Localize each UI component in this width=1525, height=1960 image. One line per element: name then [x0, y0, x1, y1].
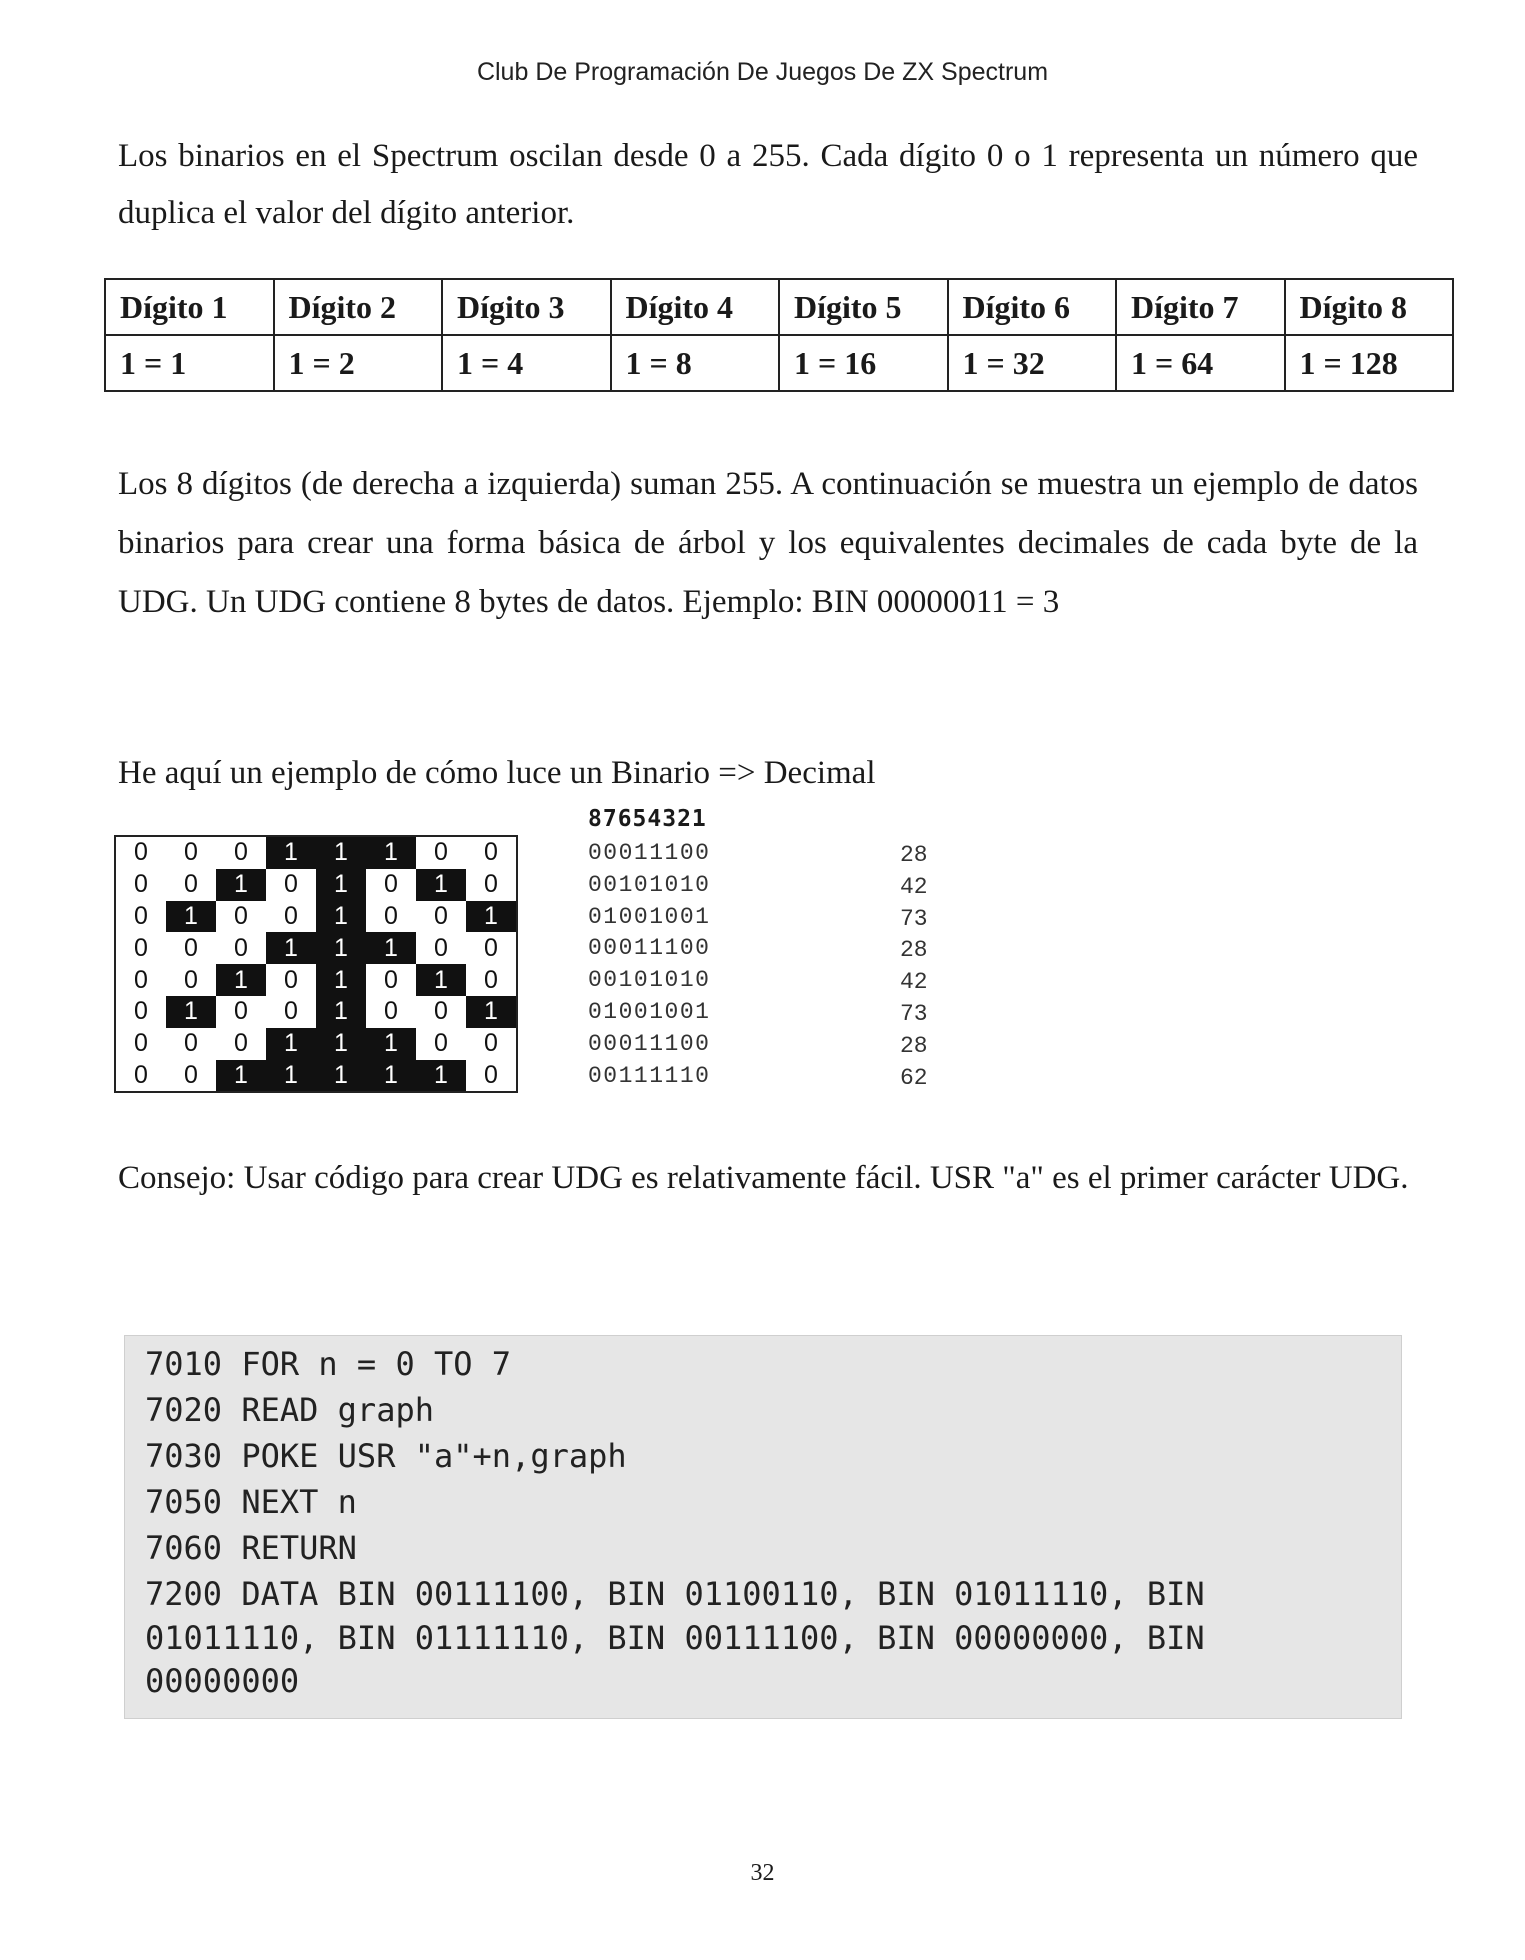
udg-pixel-off: 0	[116, 901, 166, 933]
udg-pixel-off: 0	[166, 964, 216, 996]
digit-table-header-row	[105, 279, 1453, 335]
digit-header-cell: Dígito 4	[611, 279, 780, 335]
decimal-value: 73	[900, 905, 928, 932]
udg-pixel-grid	[114, 835, 518, 1093]
digit-header-cell: Dígito 2	[274, 279, 443, 335]
udg-pixel-off: 0	[366, 964, 416, 996]
decimal-value: 42	[900, 969, 928, 996]
udg-pixel-on: 1	[466, 901, 516, 933]
decimal-value: 28	[900, 1032, 928, 1059]
digit-value-cell: 1 = 4	[442, 335, 611, 391]
binary-value: 01001001	[588, 903, 711, 930]
udg-pixel-on: 1	[216, 1060, 266, 1092]
tip-paragraph: Consejo: Usar código para crear UDG es relativamente fácil. USR "a" es el primer carácter UDG.	[118, 1160, 1409, 1196]
udg-pixel-on: 1	[366, 1060, 416, 1092]
udg-pixel-on: 1	[316, 964, 366, 996]
udg-pixel-off: 0	[466, 932, 516, 964]
code-line: 00000000	[145, 1662, 300, 1700]
udg-pixel-on: 1	[416, 869, 466, 901]
udg-pixel-off: 0	[166, 1028, 216, 1060]
udg-pixel-on: 1	[416, 1060, 466, 1092]
decimal-value: 28	[900, 842, 928, 868]
udg-pixel-off: 0	[116, 932, 166, 964]
decimal-value: 73	[900, 1000, 928, 1027]
digit-header-cell: Dígito 5	[779, 279, 948, 335]
binary-value: 00101010	[588, 967, 711, 994]
udg-pixel-off: 0	[366, 869, 416, 901]
udg-pixel-off: 0	[266, 964, 316, 996]
udg-pixel-off: 0	[416, 932, 466, 964]
udg-pixel-on: 1	[316, 837, 366, 869]
digit-value-table	[104, 278, 1454, 392]
intro-paragraph: Los binarios en el Spectrum oscilan desde 0 a 255. Cada dígito 0 o 1 representa un número que duplica el valor del dígito anterior.	[118, 138, 1418, 231]
code-line: 7200 DATA BIN 00111100, BIN 01100110, BIN 01011110, BIN	[145, 1575, 1205, 1613]
digit-value-cell: 1 = 8	[611, 335, 780, 391]
digit-value-cell: 1 = 16	[779, 335, 948, 391]
binary-value: 00011100	[588, 935, 711, 962]
binary-value: 01001001	[588, 998, 711, 1025]
udg-pixel-off: 0	[166, 869, 216, 901]
udg-pixel-on: 1	[266, 932, 316, 964]
udg-pixel-off: 0	[416, 996, 466, 1028]
udg-pixel-off: 0	[116, 1028, 166, 1060]
udg-pixel-off: 0	[466, 869, 516, 901]
digit-header-cell: Dígito 6	[948, 279, 1117, 335]
decimal-value: 28	[900, 937, 928, 964]
udg-pixel-on: 1	[316, 1028, 366, 1060]
udg-pixel-off: 0	[416, 1028, 466, 1060]
udg-pixel-on: 1	[266, 837, 316, 869]
decimal-values-list	[900, 840, 928, 1094]
udg-pixel-on: 1	[316, 1060, 366, 1092]
decimal-value: 62	[900, 1064, 928, 1091]
bit-position-header: 87654321	[588, 806, 707, 832]
digit-value-cell: 1 = 128	[1285, 335, 1454, 391]
udg-pixel-off: 0	[166, 1060, 216, 1092]
udg-pixel-on: 1	[266, 1028, 316, 1060]
binary-value: 00101010	[588, 871, 711, 898]
udg-pixel-on: 1	[366, 1028, 416, 1060]
code-line: 7030 POKE USR "a"+n,graph	[145, 1437, 627, 1475]
binary-value: 00111110	[588, 1062, 711, 1089]
udg-pixel-off: 0	[266, 996, 316, 1028]
udg-pixel-on: 1	[466, 996, 516, 1028]
running-header: Club De Programación De Juegos De ZX Spectrum	[476, 58, 1049, 86]
udg-pixel-off: 0	[116, 996, 166, 1028]
example-intro-paragraph: He aquí un ejemplo de cómo luce un Binario => Decimal	[118, 755, 876, 791]
udg-pixel-off: 0	[466, 1028, 516, 1060]
udg-pixel-off: 0	[416, 837, 466, 869]
udg-pixel-off: 0	[466, 837, 516, 869]
udg-pixel-off: 0	[116, 869, 166, 901]
udg-pixel-on: 1	[366, 837, 416, 869]
udg-pixel-off: 0	[216, 996, 266, 1028]
udg-pixel-on: 1	[216, 964, 266, 996]
binary-value: 00011100	[588, 1030, 711, 1057]
udg-pixel-on: 1	[366, 932, 416, 964]
udg-pixel-on: 1	[166, 901, 216, 933]
udg-pixel-off: 0	[266, 901, 316, 933]
udg-pixel-on: 1	[216, 869, 266, 901]
digit-value-cell: 1 = 64	[1116, 335, 1285, 391]
udg-pixel-on: 1	[316, 932, 366, 964]
digit-value-cell: 1 = 32	[948, 335, 1117, 391]
udg-pixel-off: 0	[416, 901, 466, 933]
code-line: 7020 READ graph	[145, 1391, 434, 1429]
udg-pixel-on: 1	[316, 901, 366, 933]
code-line: 01011110, BIN 01111110, BIN 00111100, BIN 00000000, BIN	[145, 1619, 1205, 1657]
udg-pixel-off: 0	[366, 901, 416, 933]
udg-pixel-off: 0	[216, 1028, 266, 1060]
udg-pixel-on: 1	[316, 869, 366, 901]
udg-pixel-off: 0	[216, 901, 266, 933]
udg-pixel-off: 0	[116, 837, 166, 869]
udg-pixel-on: 1	[416, 964, 466, 996]
decimal-value: 42	[900, 873, 928, 900]
udg-pixel-on: 1	[316, 996, 366, 1028]
digit-header-cell: Dígito 3	[442, 279, 611, 335]
udg-pixel-on: 1	[166, 996, 216, 1028]
udg-pixel-off: 0	[116, 1060, 166, 1092]
digit-value-cell: 1 = 2	[274, 335, 443, 391]
udg-pixel-off: 0	[266, 869, 316, 901]
udg-pixel-off: 0	[166, 837, 216, 869]
code-listing	[124, 1335, 1402, 1719]
binary-value: 00011100	[588, 840, 711, 866]
code-line: 7010 FOR n = 0 TO 7	[145, 1345, 512, 1383]
udg-pixel-on: 1	[266, 1060, 316, 1092]
udg-pixel-off: 0	[466, 964, 516, 996]
page-number: 32	[750, 1860, 775, 1886]
udg-pixel-off: 0	[216, 837, 266, 869]
code-line: 7050 NEXT n	[145, 1483, 357, 1521]
digit-header-cell: Dígito 8	[1285, 279, 1454, 335]
code-line: 7060 RETURN	[145, 1529, 357, 1567]
udg-pixel-off: 0	[466, 1060, 516, 1092]
explanation-paragraph: Los 8 dígitos (de derecha a izquierda) suman 255. A continuación se muestra un ejemplo de datos binarios para crear una forma básica de árbol y los equivalentes decimales de cada byte de la UDG. Un UDG contiene 8 bytes de datos. Ejemplo: BIN 00000011 = 3	[118, 466, 1418, 620]
udg-pixel-off: 0	[366, 996, 416, 1028]
digit-value-cell: 1 = 1	[105, 335, 274, 391]
digit-header-cell: Dígito 1	[105, 279, 274, 335]
udg-pixel-off: 0	[116, 964, 166, 996]
digit-table-value-row	[105, 335, 1453, 391]
binary-values-list	[588, 838, 710, 1092]
udg-pixel-off: 0	[216, 932, 266, 964]
udg-pixel-off: 0	[166, 932, 216, 964]
digit-header-cell: Dígito 7	[1116, 279, 1285, 335]
